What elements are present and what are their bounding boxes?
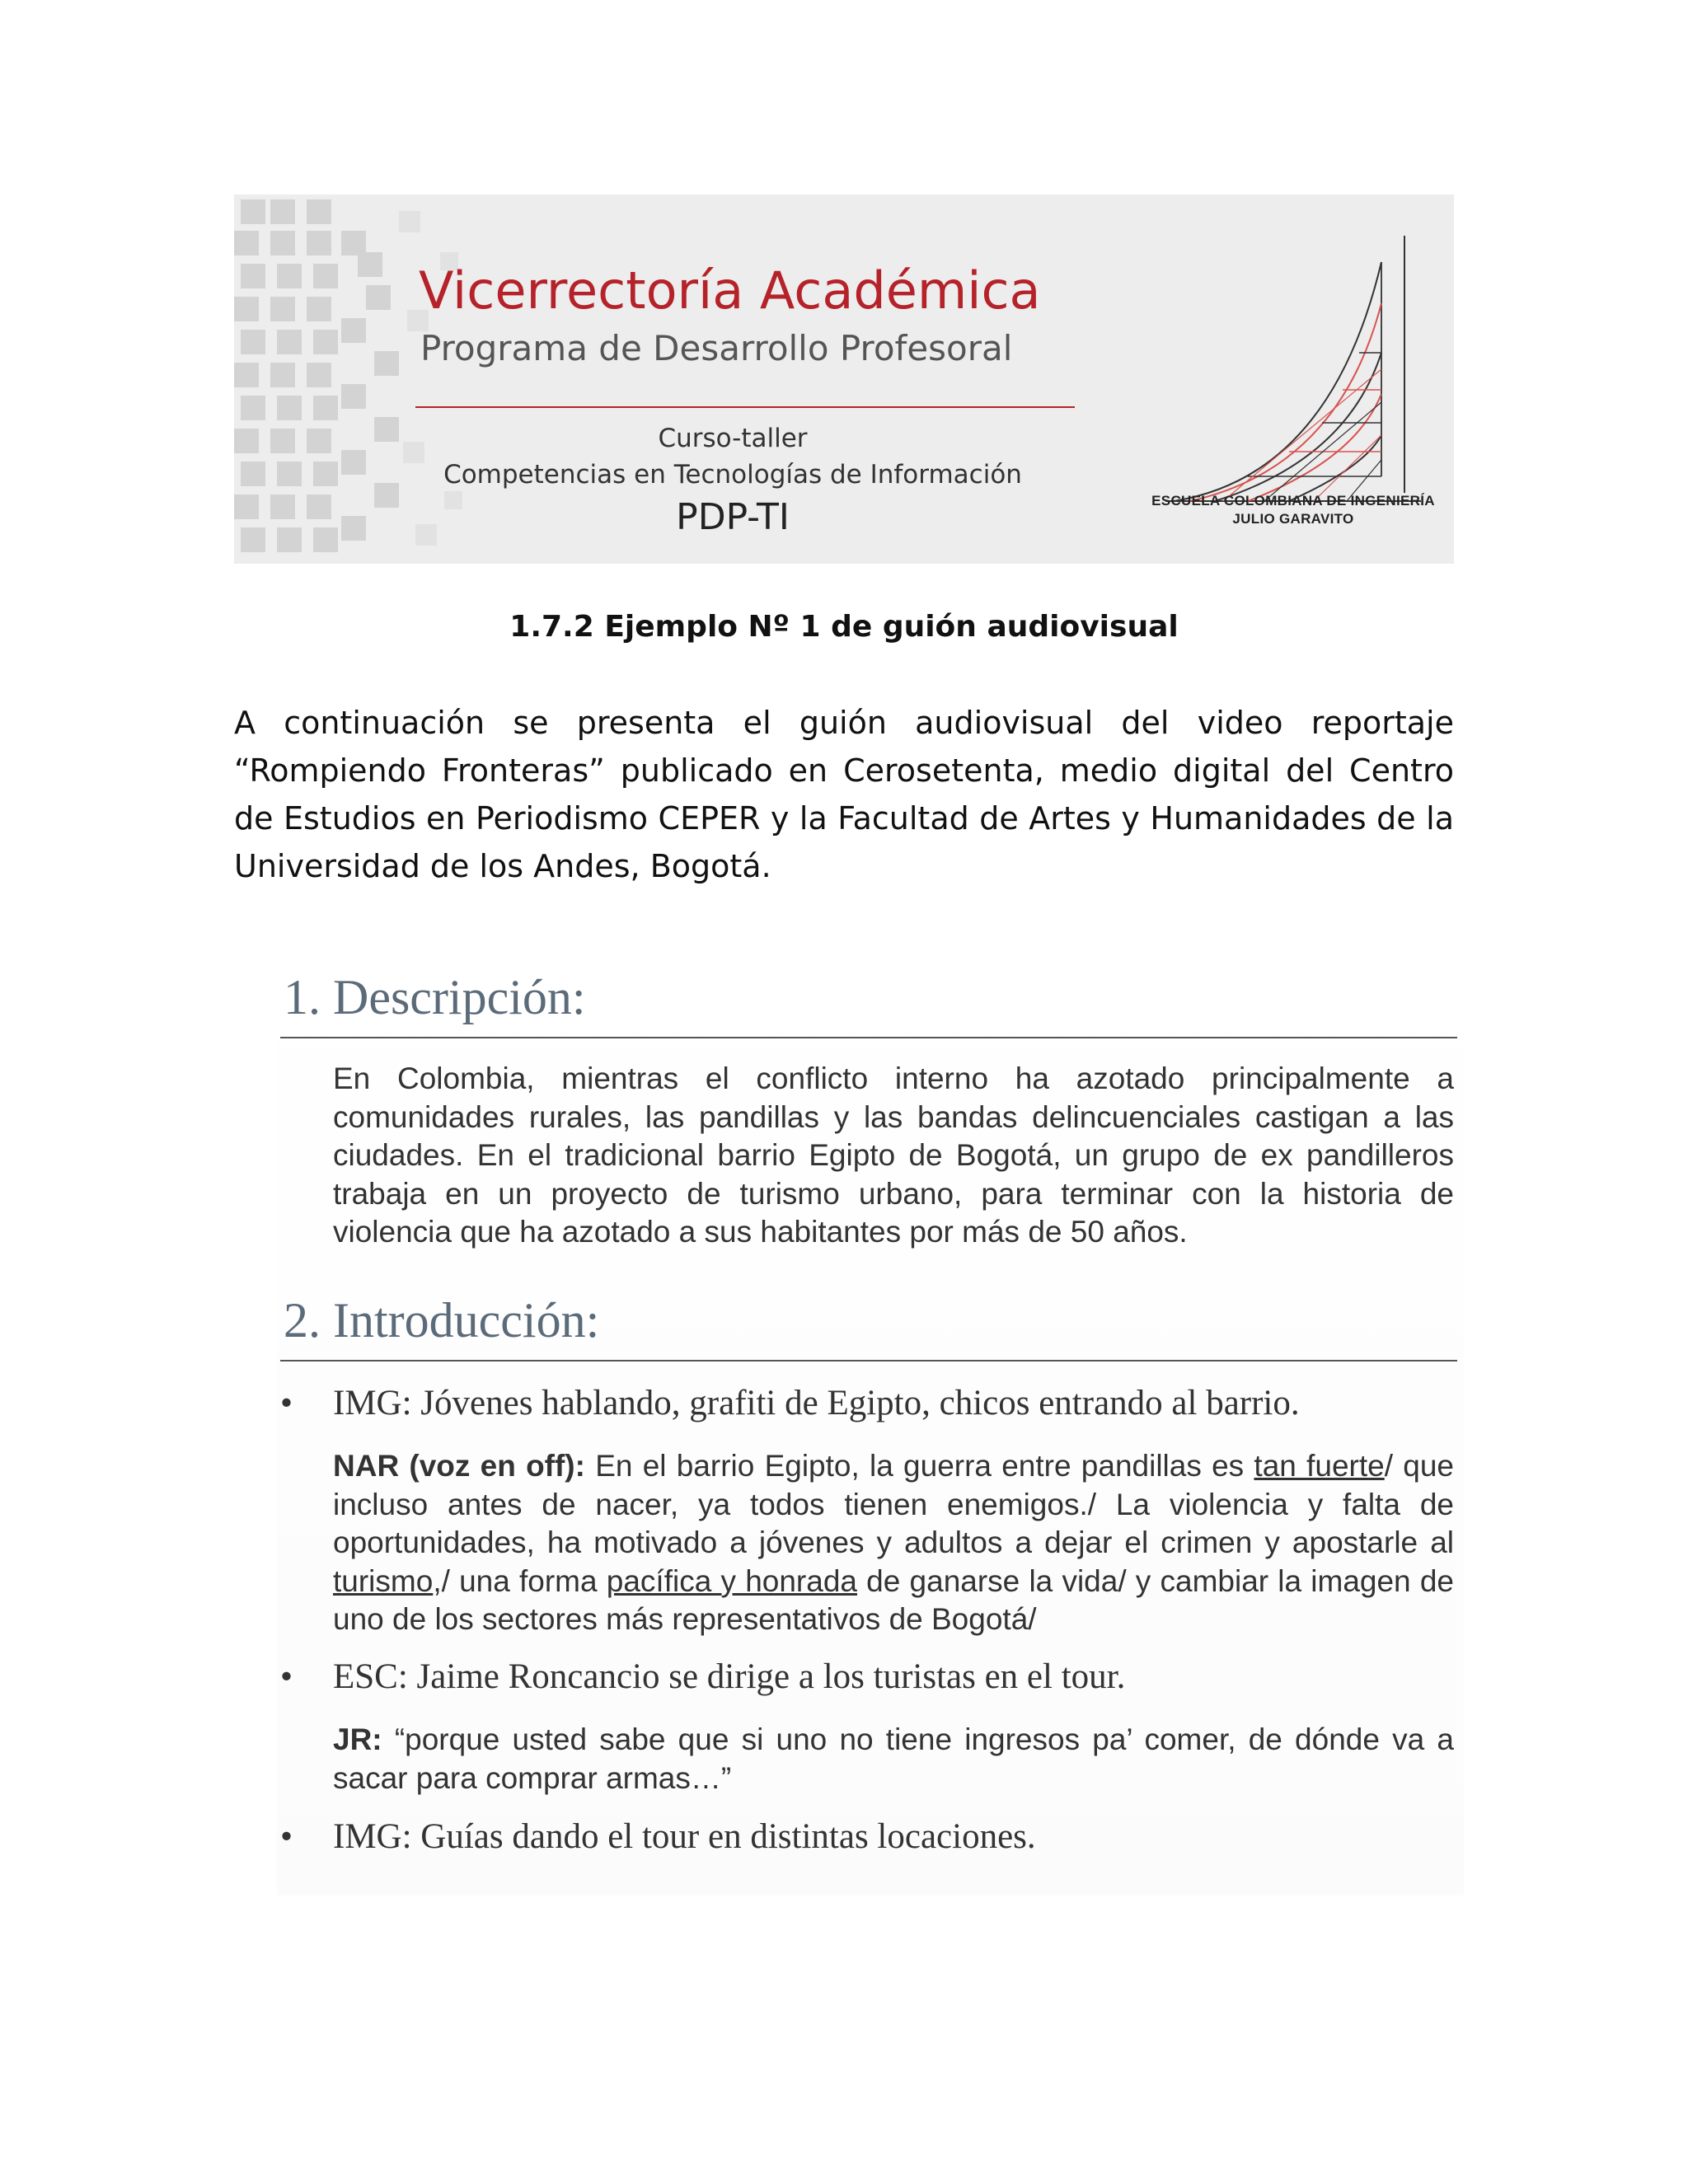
underlined-phrase: pacífica y honrada — [606, 1563, 857, 1598]
narration-segment: / que incluso antes de nacer, ya todos tienen enemigos./ La violencia y falta de oportunidades, ha motivado a jóvenes y adultos a dejar el crimen y apostarle al — [333, 1449, 1454, 1559]
bullet-icon: • — [280, 1657, 293, 1696]
header-banner — [234, 194, 1454, 564]
narration-text — [333, 1447, 1454, 1639]
descripcion-body: En Colombia, mientras el conflicto interno ha azotado principalmente a comunidades rurales, las pandillas y las bandas delincuenciales castigan a las ciudades. En el tradicional barrio Egipto de Bogotá, un grupo de ex pandilleros trabaja en un proyecto de turismo urbano, para terminar con la historia de violencia que ha azotado a sus habitantes por más de 50 años. — [333, 1062, 1454, 1249]
speaker-label: NAR (voz en off): — [333, 1449, 585, 1483]
scene-cue: IMG: Guías dando el tour en distintas locaciones. — [333, 1817, 1036, 1856]
quote-text — [333, 1721, 1454, 1797]
banner-divider — [415, 406, 1075, 408]
scene-cue: ESC: Jaime Roncancio se dirige a los turistas en el tour. — [333, 1657, 1126, 1696]
school-logo-icon — [1165, 229, 1429, 509]
bullet-icon: • — [280, 1384, 293, 1422]
quote-segment: “porque usted sabe que si uno no tiene ingresos pa’ comer, de dónde va a sacar para comprar armas…” — [333, 1722, 1454, 1795]
course-code: PDP-TI — [676, 496, 790, 538]
underlined-phrase: tan fuerte — [1254, 1449, 1385, 1483]
school-name-line2: JULIO GARAVITO — [1232, 511, 1354, 527]
course-label: Curso-taller — [658, 424, 808, 453]
introduccion-heading: 2. Introducción: — [284, 1293, 600, 1347]
underlined-phrase: turismo — [333, 1563, 434, 1598]
school-name — [1145, 493, 1442, 527]
course-name: Competencias en Tecnologías de Información — [443, 460, 1022, 490]
speaker-label: JR: — [333, 1722, 382, 1756]
descripcion-rule — [280, 1037, 1457, 1038]
narration-segment: En el barrio Egipto, la guerra entre pandillas es — [584, 1449, 1254, 1483]
school-name-line1: ESCUELA COLOMBIANA DE INGENIERÍA — [1151, 493, 1435, 509]
descripcion-heading: 1. Descripción: — [284, 970, 586, 1024]
intro-paragraph: A continuación se presenta el guión audiovisual del video reportaje “Rompiendo Fronteras” publicado en Cerosetenta, medio digital del Centro de Estudios en Periodismo CEPER y la Facultad de Artes y Humanidades de la Universidad de los Andes, Bogotá. — [234, 705, 1454, 884]
bullet-icon: • — [280, 1817, 293, 1856]
narration-segment: de ganarse la vida/ y cambiar la imagen de uno de los sectores más representativos de Bogotá/ — [333, 1563, 1454, 1636]
narration-segment: ,/ una forma — [433, 1563, 607, 1598]
introduccion-rule — [280, 1360, 1457, 1361]
scene-cue: IMG: Jóvenes hablando, grafiti de Egipto, chicos entrando al barrio. — [333, 1384, 1300, 1422]
banner-title: Vicerrectoría Académica — [419, 260, 1041, 321]
banner-subtitle: Programa de Desarrollo Profesoral — [420, 328, 1013, 368]
section-heading: 1.7.2 Ejemplo Nº 1 de guión audiovisual — [509, 610, 1179, 644]
